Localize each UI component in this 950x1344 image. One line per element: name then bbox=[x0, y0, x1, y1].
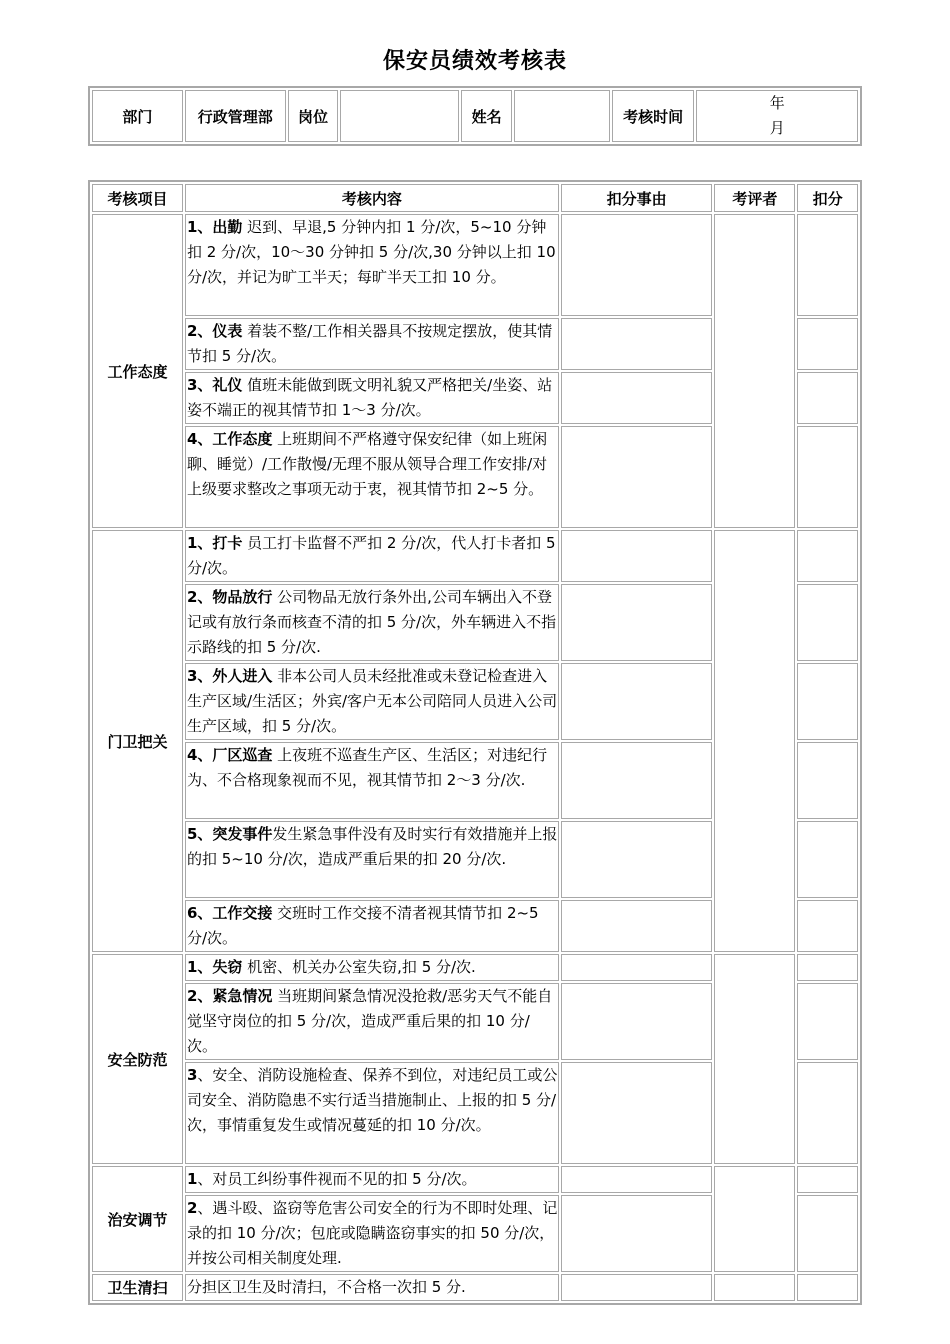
criterion-cell bbox=[185, 954, 559, 981]
deduction-reason-field[interactable] bbox=[561, 1166, 713, 1193]
criterion-text: 发生紧急事件没有及时实行有效措施并上报的扣 5~10 分/次，造成严重后果的扣 20 分/次. bbox=[186, 825, 558, 868]
deduction-score-field[interactable] bbox=[797, 742, 858, 819]
category-cell: 治安调节 bbox=[92, 1166, 183, 1272]
deduction-score-field[interactable] bbox=[797, 318, 858, 370]
criterion-cell bbox=[185, 742, 559, 819]
criterion-cell bbox=[185, 372, 559, 424]
deduction-reason-field[interactable] bbox=[561, 983, 713, 1060]
category-cell: 卫生清扫 bbox=[92, 1274, 183, 1301]
deduction-reason-field[interactable] bbox=[561, 530, 713, 582]
criterion-cell bbox=[185, 1195, 559, 1272]
criterion-cell bbox=[185, 1166, 559, 1193]
deduction-reason-field[interactable] bbox=[561, 742, 713, 819]
criterion-cell bbox=[185, 426, 559, 528]
basic-info-table bbox=[88, 86, 862, 146]
criterion-text: 迟到、早退,5 分钟内扣 1 分/次，5~10 分钟扣 2 分/次，10～30 分钟扣 5 分/次,30 分钟以上扣 10 分/次，并记为旷工半天；每旷半天工扣 10 分。 bbox=[186, 218, 556, 286]
criterion-cell bbox=[185, 1062, 559, 1164]
criterion-title: 1、打卡 bbox=[186, 534, 243, 552]
criterion-title: 2、仪表 bbox=[186, 322, 243, 340]
deduction-score-field[interactable] bbox=[797, 1062, 858, 1164]
header-reviewer: 考评者 bbox=[714, 184, 795, 212]
deduction-score-field[interactable] bbox=[797, 1274, 858, 1301]
criterion-text: 公司物品无放行条外出,公司车辆出入不登记或有放行条而核查不清的扣 5 分/次，外车辆进入不指示路线的扣 5 分/次. bbox=[186, 588, 557, 656]
criterion-text: 着装不整/工作相关器具不按规定摆放，使其情节扣 5 分/次。 bbox=[186, 322, 553, 365]
category-cell: 工作态度 bbox=[92, 214, 183, 528]
criterion-cell bbox=[185, 584, 559, 661]
post-label: 岗位 bbox=[288, 90, 338, 142]
deduction-reason-field[interactable] bbox=[561, 1195, 713, 1272]
assessment-row bbox=[92, 954, 858, 981]
category-cell: 门卫把关 bbox=[92, 530, 183, 952]
deduction-reason-field[interactable] bbox=[561, 821, 713, 898]
deduction-score-field[interactable] bbox=[797, 584, 858, 661]
criterion-text: 上班期间不严格遵守保安纪律（如上班闲聊、睡觉）/工作散慢/无理不服从领导合理工作安排/对上级要求整改之事项无动于衷，视其情节扣 2~5 分。 bbox=[186, 430, 548, 498]
deduction-score-field[interactable] bbox=[797, 954, 858, 981]
assessment-row bbox=[92, 1274, 858, 1301]
category-cell: 安全防范 bbox=[92, 954, 183, 1164]
criterion-title: 4、厂区巡查 bbox=[186, 746, 273, 764]
criterion-text: 当班期间紧急情况没抢救/恶劣天气不能自觉坚守岗位的扣 5 分/次，造成严重后果的扣 10 分/次。 bbox=[186, 987, 553, 1055]
criterion-text: 上夜班不巡查生产区、生活区；对违纪行为、不合格现象视而不见，视其情节扣 2～3 分/次. bbox=[186, 746, 548, 789]
criterion-cell bbox=[185, 318, 559, 370]
post-value-field[interactable] bbox=[340, 90, 459, 142]
criterion-title: 5、突发事件 bbox=[186, 825, 273, 843]
reviewer-field[interactable] bbox=[714, 530, 795, 952]
reviewer-field[interactable] bbox=[714, 1274, 795, 1301]
deduction-reason-field[interactable] bbox=[561, 584, 713, 661]
dept-label: 部门 bbox=[92, 90, 183, 142]
criterion-title: 2 bbox=[186, 1199, 198, 1217]
assessment-row bbox=[92, 214, 858, 316]
reviewer-field[interactable] bbox=[714, 214, 795, 528]
criterion-text: 值班未能做到既文明礼貌又严格把关/坐姿、站姿不端正的视其情节扣 1～3 分/次。 bbox=[186, 376, 553, 419]
deduction-reason-field[interactable] bbox=[561, 426, 713, 528]
criterion-title: 1、失窃 bbox=[186, 958, 243, 976]
month-label: 月 bbox=[769, 119, 785, 137]
deduction-reason-field[interactable] bbox=[561, 1062, 713, 1164]
reviewer-field[interactable] bbox=[714, 1166, 795, 1272]
deduction-reason-field[interactable] bbox=[561, 372, 713, 424]
criterion-title: 2、紧急情况 bbox=[186, 987, 273, 1005]
header-reason: 扣分事由 bbox=[561, 184, 713, 212]
criterion-title: 3、礼仪 bbox=[186, 376, 243, 394]
assessment-row bbox=[92, 1166, 858, 1193]
deduction-score-field[interactable] bbox=[797, 821, 858, 898]
criterion-text: 、安全、消防设施检查、保养不到位，对违纪员工或公司安全、消防隐患不实行适当措施制止、上报的扣 5 分/次，事情重复发生或情况蔓延的扣 10 分/次。 bbox=[186, 1066, 558, 1134]
criterion-cell bbox=[185, 214, 559, 316]
criterion-title: 3 bbox=[186, 1066, 198, 1084]
assessment-table bbox=[88, 180, 862, 1305]
criterion-cell bbox=[185, 1274, 559, 1301]
deduction-score-field[interactable] bbox=[797, 1195, 858, 1272]
criterion-cell bbox=[185, 530, 559, 582]
deduction-reason-field[interactable] bbox=[561, 1274, 713, 1301]
year-label: 年 bbox=[769, 94, 785, 112]
header-item: 考核项目 bbox=[92, 184, 183, 212]
dept-value[interactable]: 行政管理部 bbox=[185, 90, 286, 142]
criterion-text: 分担区卫生及时清扫，不合格一次扣 5 分. bbox=[186, 1278, 466, 1296]
deduction-score-field[interactable] bbox=[797, 1166, 858, 1193]
criterion-title: 6、工作交接 bbox=[186, 904, 273, 922]
header-content: 考核内容 bbox=[185, 184, 559, 212]
assessment-row bbox=[92, 530, 858, 582]
criterion-title: 3、外人进入 bbox=[186, 667, 273, 685]
criterion-text: 、对员工纠纷事件视而不见的扣 5 分/次。 bbox=[197, 1170, 477, 1188]
criterion-text: 非本公司人员未经批准或未登记检查进入生产区域/生活区；外宾/客户无本公司陪同人员进入公司生产区域，扣 5 分/次。 bbox=[186, 667, 558, 735]
deduction-reason-field[interactable] bbox=[561, 214, 713, 316]
reviewer-field[interactable] bbox=[714, 954, 795, 1164]
criterion-text: 员工打卡监督不严扣 2 分/次，代人打卡者扣 5 分/次。 bbox=[186, 534, 556, 577]
assessment-body bbox=[92, 214, 858, 1301]
name-value-field[interactable] bbox=[514, 90, 610, 142]
criterion-title: 1、出勤 bbox=[186, 218, 243, 236]
name-label: 姓名 bbox=[461, 90, 511, 142]
review-time-label: 考核时间 bbox=[612, 90, 695, 142]
deduction-score-field[interactable] bbox=[797, 530, 858, 582]
criterion-title: 1 bbox=[186, 1170, 198, 1188]
criterion-cell bbox=[185, 821, 559, 898]
deduction-reason-field[interactable] bbox=[561, 954, 713, 981]
criterion-text: 、遇斗殴、盗窃等危害公司安全的行为不即时处理、记录的扣 10 分/次；包庇或隐瞒盗窃事实的扣 50 分/次，并按公司相关制度处理. bbox=[186, 1199, 558, 1267]
deduction-reason-field[interactable] bbox=[561, 663, 713, 740]
criterion-title: 2、物品放行 bbox=[186, 588, 273, 606]
deduction-score-field[interactable] bbox=[797, 900, 858, 952]
criterion-cell bbox=[185, 663, 559, 740]
header-score: 扣分 bbox=[797, 184, 858, 212]
deduction-reason-field[interactable] bbox=[561, 318, 713, 370]
deduction-score-field[interactable] bbox=[797, 426, 858, 528]
criterion-title: 4、工作态度 bbox=[186, 430, 273, 448]
page-title: 保安员绩效考核表 bbox=[382, 49, 567, 74]
deduction-reason-field[interactable] bbox=[561, 900, 713, 952]
criterion-cell bbox=[185, 900, 559, 952]
deduction-score-field[interactable] bbox=[797, 214, 858, 316]
criterion-cell bbox=[185, 983, 559, 1060]
review-time-field[interactable] bbox=[696, 90, 858, 142]
deduction-score-field[interactable] bbox=[797, 372, 858, 424]
deduction-score-field[interactable] bbox=[797, 663, 858, 740]
criterion-text: 机密、机关办公室失窃,扣 5 分/次. bbox=[242, 958, 476, 976]
criterion-text: 交班时工作交接不清者视其情节扣 2~5 分/次。 bbox=[186, 904, 539, 947]
deduction-score-field[interactable] bbox=[797, 983, 858, 1060]
